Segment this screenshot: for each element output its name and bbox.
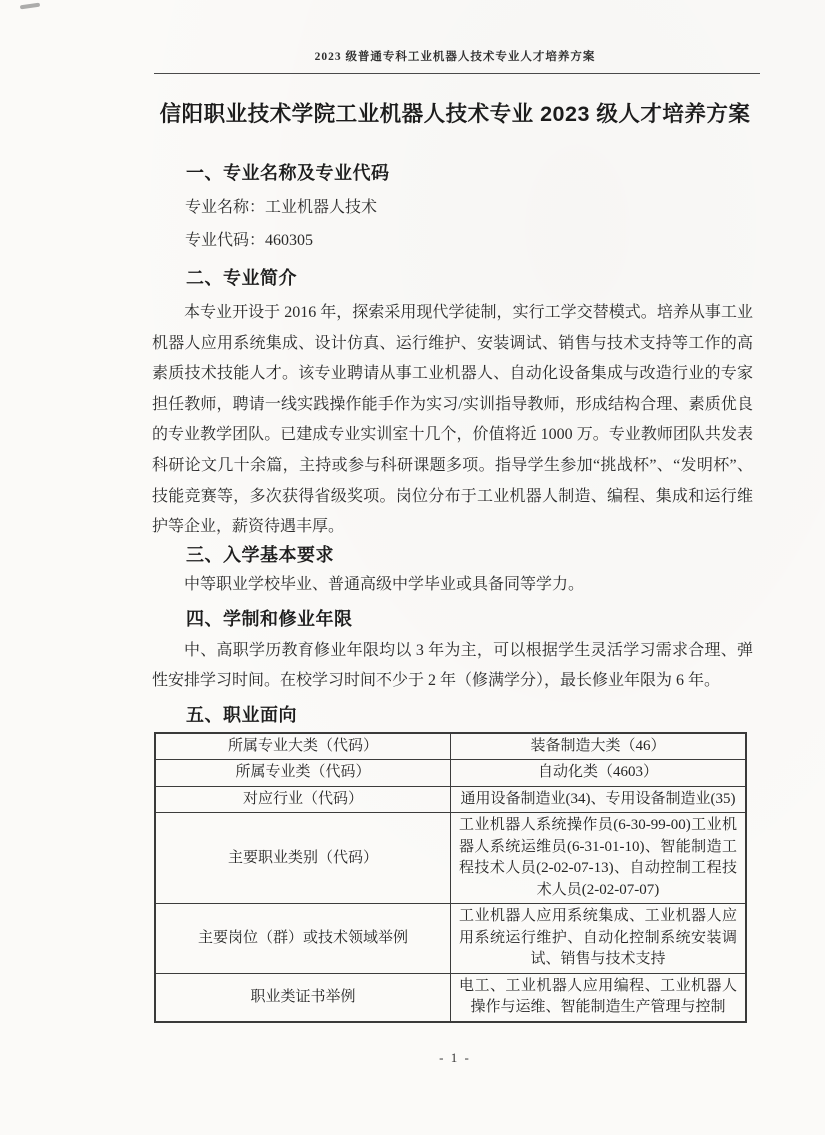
table-row: [155, 760, 746, 787]
document-body: [152, 161, 753, 1023]
table-row: [155, 904, 746, 974]
section-3-paragraph: 中等职业学校毕业、普通高级中学毕业或具备同等学力。: [184, 575, 585, 593]
section-2-heading: 二、专业简介: [186, 268, 297, 288]
row-value: 通用设备制造业(34)、专用设备制造业(35): [451, 786, 747, 813]
major-name-line: 专业名称：工业机器人技术: [185, 199, 378, 216]
section-5-heading: 五、职业面向: [186, 704, 297, 725]
table-row: [155, 973, 746, 1022]
row-label: 所属专业类（代码）: [155, 760, 451, 787]
row-value: 工业机器人系统操作员(6-30-99-00)工业机器人系统运维员(6-31-01-10)、智能制造工程技术人员(2-02-07-13)、自动控制工程技术人员(2-02-07-07): [451, 813, 747, 904]
row-label: 职业类证书举例: [155, 973, 451, 1022]
section-4-paragraph: 中、高职学历教育修业年限均以 3 年为主，可以根据学生灵活学习需求合理、弹性安排学习时间。在校学习时间不少于 2 年（修满学分），最长修业年限为 6 年。: [152, 641, 753, 690]
header-rule: [154, 73, 760, 74]
row-label: 主要职业类别（代码）: [155, 813, 451, 904]
table-row: [155, 733, 746, 760]
table-row: [155, 813, 746, 904]
section-2-paragraph: 本专业开设于 2016 年，探索采用现代学徒制，实行工学交替模式。培养从事工业机器人应用系统集成、设计仿真、运行维护、安装调试、销售与技术支持等工作的高素质技术技能人才。该专业聘请从事工业机器人、自动化设备集成与改造行业的专家担任教师，聘请一线实践操作能手作为实习/实训指导教师，形成结构合理、素质优良的专业教学团队。已建成专业实训室十几个，价值将近 1000 万。专业教师团队共发表科研论文几十余篇，主持或参与科研课题多项。指导学生参加“挑战杯”、“发明杯”、技能竞赛等，多次获得省级奖项。岗位分布于工业机器人制造、编程、集成和运行维护等企业，薪资待遇丰厚。: [152, 304, 753, 536]
scan-artifact-mark: [20, 3, 40, 10]
row-value: 自动化类（4603）: [451, 760, 747, 787]
running-header: 2023 级普通专科工业机器人技术专业人才培养方案: [314, 51, 596, 63]
career-orientation-table: [154, 732, 747, 1023]
page-number: - 1 -: [439, 1050, 471, 1065]
table-row: [155, 786, 746, 813]
row-value: 装备制造大类（46）: [451, 733, 747, 760]
row-label: 对应行业（代码）: [155, 786, 451, 813]
row-label: 所属专业大类（代码）: [155, 733, 451, 760]
section-4-heading: 四、学制和修业年限: [186, 608, 353, 629]
section-1-heading: 一、专业名称及专业代码: [186, 163, 390, 183]
major-code-line: 专业代码：460305: [185, 232, 314, 249]
section-3-heading: 三、入学基本要求: [186, 544, 334, 565]
document-title: 信阳职业技术学院工业机器人技术专业 2023 级人才培养方案: [159, 102, 751, 126]
row-value: 工业机器人应用系统集成、工业机器人应用系统运行维护、自动化控制系统安装调试、销售与技术支持: [451, 904, 747, 974]
row-label: 主要岗位（群）或技术领域举例: [155, 904, 451, 974]
row-value: 电工、工业机器人应用编程、工业机器人操作与运维、智能制造生产管理与控制: [451, 973, 747, 1022]
